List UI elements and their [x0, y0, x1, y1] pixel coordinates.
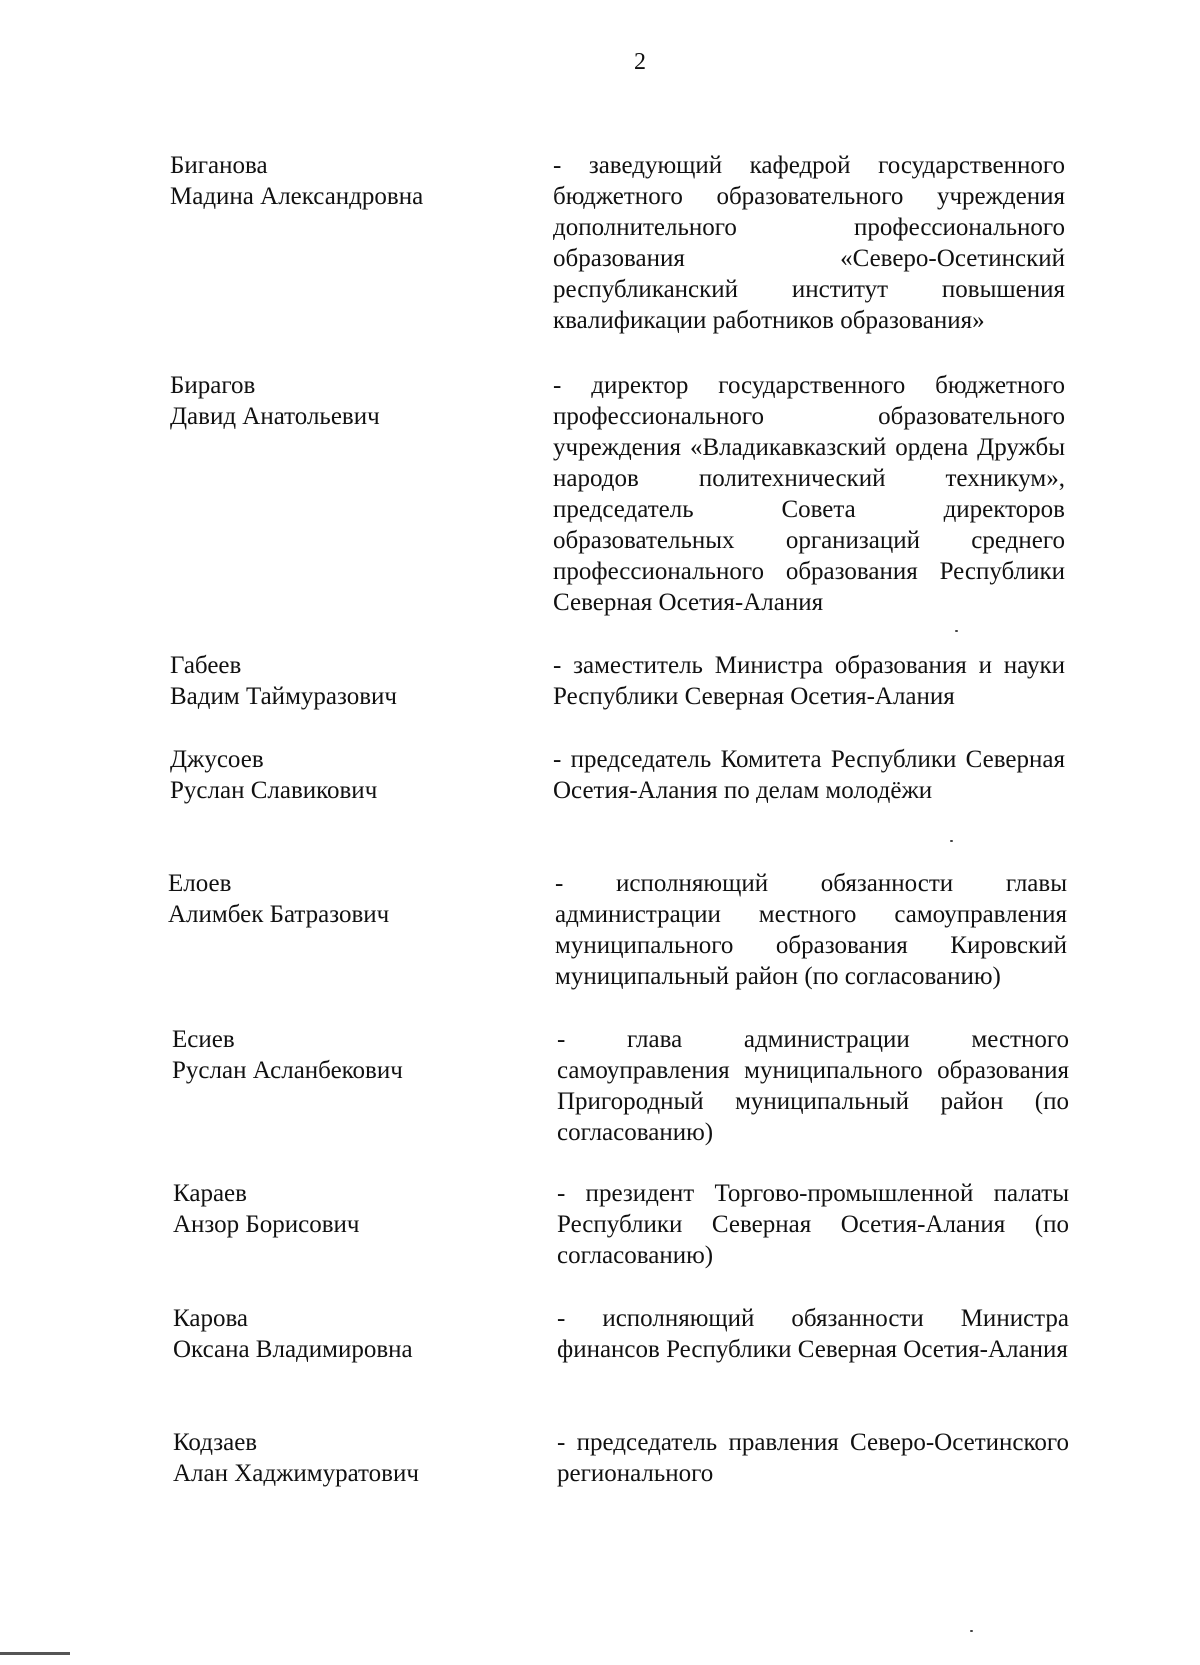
page-number: 2: [634, 49, 646, 75]
member-name: [170, 650, 500, 712]
member-given-name: Мадина Александровна: [170, 183, 424, 210]
member-position: - исполняющий обязанности Министра финансов Республики Северная Осетия-Алания: [557, 1305, 1069, 1363]
member-surname: Бирагов: [170, 372, 256, 399]
member-given-name: Алимбек Батразович: [168, 901, 390, 928]
scan-edge-mark: [0, 1652, 70, 1655]
member-name: [173, 1427, 503, 1489]
member-surname: Карова: [173, 1305, 249, 1332]
member-given-name: Вадим Таймуразович: [170, 683, 397, 710]
member-name: [168, 868, 498, 930]
scan-speck: [950, 840, 953, 842]
member-surname: Джусоев: [170, 746, 264, 773]
member-surname: Караев: [173, 1180, 247, 1207]
member-surname: Биганова: [170, 152, 268, 179]
member-name: [170, 150, 500, 212]
member-position: - председатель правления Северо-Осетинского регионального: [557, 1429, 1069, 1487]
member-position: - заместитель Министра образования и науки Республики Северная Осетия-Алания: [553, 652, 1065, 710]
member-given-name: Алан Хаджимуратович: [173, 1460, 419, 1487]
member-position: - президент Торгово-промышленной палаты Республики Северная Осетия-Алания (по согласованию): [557, 1180, 1069, 1269]
member-position: - председатель Комитета Республики Северная Осетия-Алания по делам молодёжи: [553, 746, 1065, 804]
member-name: [173, 1303, 503, 1365]
member-given-name: Анзор Борисович: [173, 1211, 360, 1238]
member-surname: Есиев: [172, 1026, 235, 1053]
member-surname: Кодзаев: [173, 1429, 258, 1456]
member-position: - глава администрации местного самоуправления муниципального образования Пригородный муниципальный район (по согласованию): [557, 1026, 1069, 1146]
member-position: - директор государственного бюджетного профессионального образовательного учреждения «Владикавказский ордена Дружбы народов политехнический техникум», председатель Совета директоров образовательных организаций среднего профессионального образования Республики Северная Осетия-Алания: [553, 372, 1065, 616]
member-position: - исполняющий обязанности главы администрации местного самоуправления муниципального образования Кировский муниципальный район (по согласованию): [555, 870, 1067, 990]
member-surname: Габеев: [170, 652, 242, 679]
member-position: - заведующий кафедрой государственного бюджетного образовательного учреждения дополнительного профессионального образования «Северо-Осетинский республиканский институт повышения квалификации работников образования»: [553, 152, 1065, 334]
member-surname: Елоев: [168, 870, 232, 897]
member-name: [172, 1024, 502, 1086]
scan-speck: [970, 1630, 973, 1632]
scan-speck: [955, 630, 958, 632]
member-given-name: Руслан Асланбекович: [172, 1057, 403, 1084]
member-name: [170, 744, 500, 806]
member-given-name: Оксана Владимировна: [173, 1336, 413, 1363]
member-given-name: Давид Анатольевич: [170, 403, 380, 430]
member-given-name: Руслан Славикович: [170, 777, 378, 804]
member-name: [173, 1178, 503, 1240]
member-name: [170, 370, 500, 432]
